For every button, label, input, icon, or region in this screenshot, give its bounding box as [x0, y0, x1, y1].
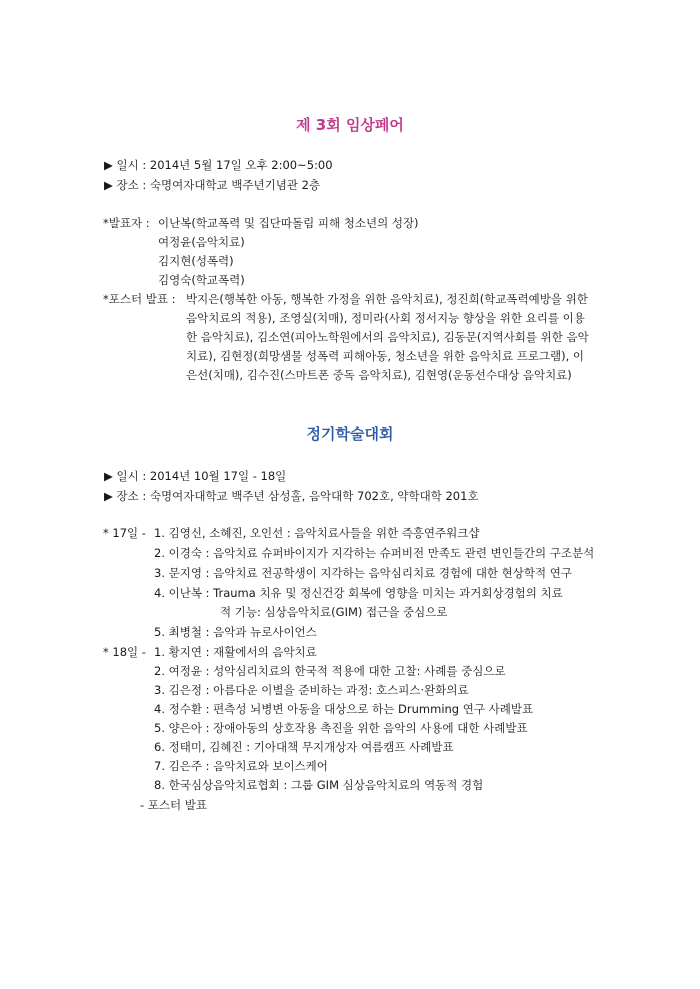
- day18-item: 1. 황지연 : 재활에서의 음악치료: [154, 645, 317, 659]
- day17-label: * 17일 -: [103, 526, 146, 540]
- day18-item: 6. 정태미, 김혜진 : 기아대책 무지개상자 여름캠프 사례발표: [154, 740, 454, 754]
- poster-presentation: - 포스터 발표: [140, 798, 208, 812]
- poster-line: 은선(치매), 김수진(스마트폰 중독 음악치료), 김현영(운동선수대상 음악치료): [186, 368, 572, 382]
- day18-item: 7. 김은주 : 음악치료와 보이스케어: [154, 759, 328, 773]
- bullet-place: ▶ 장소 : 숙명여자대학교 백주년 삼성홀, 음악대학 702호, 약학대학 201호: [104, 489, 479, 503]
- poster-line: 한 음악치료), 김소연(피아노학원에서의 음악치료), 김동문(지역사회를 위한 음악: [186, 330, 589, 344]
- day17-item: 3. 문지영 : 음악치료 전공학생이 지각하는 음악심리치료 경험에 대한 현상학적 연구: [154, 566, 572, 580]
- day18-item: 5. 양은아 : 장애아동의 상호작용 촉진을 위한 음악의 사용에 대한 사례발표: [154, 721, 528, 735]
- day17-item: 5. 최병철 : 음악과 뉴로사이언스: [154, 625, 317, 639]
- poster-line: 치료), 김현정(희망샘물 성폭력 피해아동, 청소년을 위한 음악치료 프로그램), 이: [186, 349, 585, 363]
- poster-line: 박지은(행복한 아동, 행복한 가정을 위한 음악치료), 정진희(학교폭력예방을 위한: [186, 292, 588, 306]
- presenter-item: 이난복(학교폭력 및 집단따돌림 피해 청소년의 성장): [158, 216, 419, 230]
- day17-item: 1. 김영신, 소혜진, 오인선 : 음악치료사들을 위한 즉흥연주워크샵: [154, 526, 480, 540]
- bullet-date: ▶ 일시 : 2014년 10월 17일 - 18일: [104, 469, 287, 483]
- presenter-item: 김지현(성폭력): [158, 254, 234, 268]
- presenter-item: 김영숙(학교폭력): [158, 273, 245, 287]
- bullet-date: ▶ 일시 : 2014년 5월 17일 오후 2:00~5:00: [104, 158, 333, 172]
- day18-item: 4. 정수환 : 편측성 뇌병변 아동을 대상으로 하는 Drumming 연구 사례발표: [154, 702, 534, 716]
- day18-item: 2. 여정윤 : 성악심리치료의 한국적 적용에 대한 고찰: 사례를 중심으로: [154, 664, 506, 678]
- section-title-annual-conference: 정기학술대회: [306, 425, 394, 443]
- day17-item: 2. 이경숙 : 음악치료 슈퍼바이지가 지각하는 슈퍼비전 만족도 관련 변인들간의 구조분석: [154, 546, 595, 560]
- poster-label: *포스터 발표 :: [103, 292, 176, 306]
- day18-label: * 18일 -: [103, 645, 146, 659]
- day18-item: 8. 한국심상음악치료협회 : 그룹 GIM 심상음악치료의 역동적 경험: [154, 778, 484, 792]
- day17-item-continued: 적 기능: 심상음악치료(GIM) 접근을 중심으로: [220, 605, 448, 619]
- poster-line: 음악치료의 적용), 조영실(치매), 정미라(사회 정서지능 향상을 위한 요리를 이용: [186, 311, 585, 325]
- section-title-clinical-fair: 제 3회 임상페어: [296, 116, 404, 134]
- bullet-place: ▶ 장소 : 숙명여자대학교 백주년기념관 2층: [104, 178, 321, 192]
- day17-item: 4. 이난복 : Trauma 치유 및 정신건강 회복에 영향을 미치는 과거회상경험의 치료: [154, 586, 563, 600]
- presenter-item: 여정윤(음악치료): [158, 235, 245, 249]
- day18-item: 3. 김은정 : 아름다운 이별을 준비하는 과정: 호스피스·완화의료: [154, 683, 469, 697]
- presenters-label: *발표자 :: [103, 216, 150, 230]
